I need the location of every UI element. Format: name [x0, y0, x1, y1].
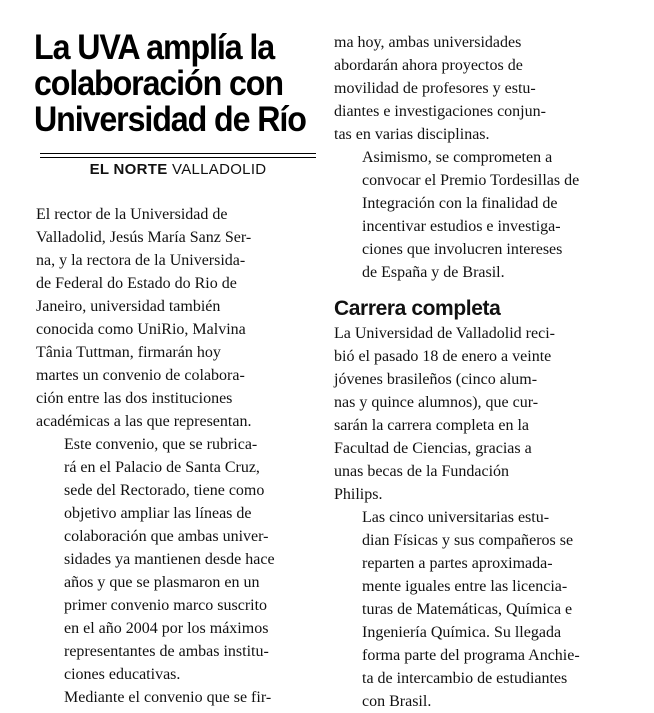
byline-rule [40, 153, 316, 158]
text-line: El rector de la Universidad de [36, 206, 228, 223]
byline-place: VALLADOLID [172, 161, 267, 178]
text-line: representantes de ambas institu- [64, 643, 269, 660]
text-line: Janeiro, universidad también [36, 298, 221, 315]
paragraph [36, 686, 311, 709]
text-line: movilidad de profesores y estu- [334, 80, 536, 97]
paragraph [36, 203, 311, 433]
text-line: conocida como UniRio, Malvina [36, 321, 246, 338]
text-line: abordarán ahora proyectos de [334, 57, 523, 74]
text-line: Este convenio, que se rubrica- [64, 436, 258, 453]
text-line: sidades ya mantienen desde hace [64, 551, 275, 568]
subhead: Carrera completa [334, 297, 501, 320]
text-line: académicas a las que representan. [36, 413, 252, 430]
paragraph [334, 146, 612, 284]
right-column-bottom-body [334, 322, 612, 713]
text-line: dian Físicas y sus compañeros se [362, 532, 574, 549]
text-line: nas y quince alumnos), que cur- [334, 394, 539, 411]
text-line: Facultad de Ciencias, gracias a [334, 440, 532, 457]
text-line: tas en varias disciplinas. [334, 126, 490, 143]
text-line: Mediante el convenio que se fir- [64, 689, 272, 706]
byline [40, 161, 316, 178]
right-column-top-body [334, 31, 612, 284]
left-column-body [36, 203, 311, 709]
text-line: Tânia Tuttman, firmarán hoy [36, 344, 221, 361]
text-line: en el año 2004 por los máximos [64, 620, 269, 637]
text-line: diantes e investigaciones conjun- [334, 103, 546, 120]
text-line: unas becas de la Fundación [334, 463, 510, 480]
text-line: jóvenes brasileños (cinco alum- [334, 371, 538, 388]
text-line: incentivar estudios e investiga- [362, 218, 561, 235]
text-line: Philips. [334, 486, 383, 503]
text-line: convocar el Premio Tordesillas de [362, 172, 580, 189]
headline-line: La UVA amplía la [34, 28, 275, 67]
text-line: Asimismo, se comprometen a [362, 149, 553, 166]
text-line: turas de Matemáticas, Química e [362, 601, 573, 618]
headline-line: Universidad de Río [34, 100, 306, 139]
text-line: colaboración que ambas univer- [64, 528, 269, 545]
text-line: reparten a partes aproximada- [362, 555, 553, 572]
text-line: primer convenio marco suscrito [64, 597, 268, 614]
paragraph [334, 31, 612, 146]
byline-source: EL NORTE [89, 161, 168, 178]
text-line: ciones que involucren intereses [362, 241, 563, 258]
text-line: de Federal do Estado do Rio de [36, 275, 237, 292]
text-line: sarán la carrera completa en la [334, 417, 529, 434]
text-line: forma parte del programa Anchie- [362, 647, 580, 664]
byline-block [40, 153, 316, 178]
headline-line: colaboración con [34, 64, 283, 103]
text-line: martes un convenio de colabora- [36, 367, 245, 384]
text-line: La Universidad de Valladolid reci- [334, 325, 555, 342]
text-line: sede del Rectorado, tiene como [64, 482, 265, 499]
text-line: rá en el Palacio de Santa Cruz, [64, 459, 260, 476]
text-line: Las cinco universitarias estu- [362, 509, 550, 526]
text-line: ma hoy, ambas universidades [334, 34, 522, 51]
text-line: Integración con la finalidad de [362, 195, 558, 212]
text-line: ciones educativas. [64, 666, 181, 683]
text-line: ción entre las dos instituciones [36, 390, 233, 407]
text-line: mente iguales entre las licencia- [362, 578, 568, 595]
text-line: con Brasil. [362, 693, 432, 710]
text-line: bió el pasado 18 de enero a veinte [334, 348, 552, 365]
paragraph [36, 433, 311, 686]
text-line: años y que se plasmaron en un [64, 574, 260, 591]
text-line: de España y de Brasil. [362, 264, 505, 281]
text-line: ta de intercambio de estudiantes [362, 670, 568, 687]
text-line: objetivo ampliar las líneas de [64, 505, 252, 522]
text-line: Ingeniería Química. Su llegada [362, 624, 562, 641]
right-column [334, 31, 612, 713]
headline [34, 30, 310, 138]
headline-block [34, 30, 314, 138]
paragraph [334, 322, 612, 506]
text-line: na, y la rectora de la Universida- [36, 252, 246, 269]
text-line: Valladolid, Jesús María Sanz Ser- [36, 229, 252, 246]
paragraph [334, 506, 612, 713]
